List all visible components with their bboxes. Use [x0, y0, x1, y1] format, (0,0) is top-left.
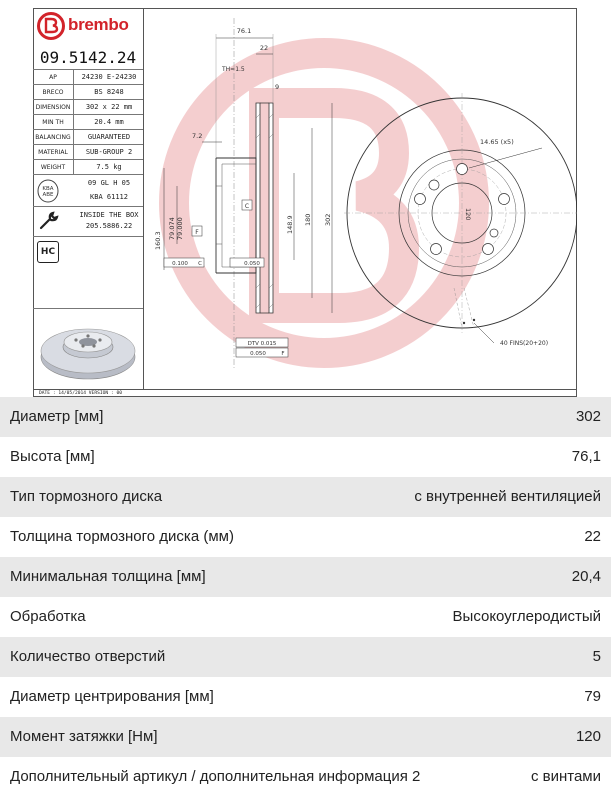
spec-row-min-th — [33, 114, 143, 130]
brembo-logo — [37, 11, 141, 41]
spec-row-balancing — [33, 129, 143, 145]
spec-row-dimension — [33, 99, 143, 115]
disc-cross-section-drawing — [144, 8, 577, 389]
dim-th: TH=1.5 — [222, 66, 245, 73]
dim-302: 302 — [324, 213, 332, 226]
tol-1: 0.100 — [172, 261, 188, 267]
param-value: 302 — [575, 408, 601, 425]
param-value: с внутренней вентиляцией — [414, 488, 601, 505]
tol-3-ref: F — [281, 351, 285, 357]
datum-f: F — [195, 229, 199, 236]
param-row — [0, 397, 611, 437]
param-label: Количество отверстий — [10, 648, 166, 665]
param-row — [0, 437, 611, 477]
param-value: 5 — [592, 648, 601, 665]
spec-value: 20.4 mm — [94, 118, 124, 126]
brembo-logo-icon — [37, 12, 65, 40]
kba-line-1: 09 GL H 05 — [87, 179, 131, 187]
svg-text:KBA: KBA — [42, 186, 54, 192]
kba-line-2: KBA 61112 — [90, 193, 128, 201]
spec-key: BALANCING — [33, 130, 74, 145]
spec-value: BS 8248 — [94, 88, 124, 96]
disc-thumbnail — [33, 308, 143, 391]
param-row — [0, 717, 611, 757]
param-label: Толщина тормозного диска (мм) — [10, 528, 234, 545]
param-label: Тип тормозного диска — [10, 488, 163, 505]
param-label: Диаметр [мм] — [10, 408, 104, 425]
spec-value: SUB-GROUP 2 — [85, 148, 133, 156]
date-version-line: DATE : 14/05/2014 VERSION : 00 — [33, 389, 577, 397]
spec-column — [33, 8, 144, 389]
param-label: Дополнительный артикул / дополнительная информация 2 — [10, 768, 421, 785]
spec-key: MATERIAL — [33, 145, 74, 160]
part-number: 09.5142.24 — [39, 48, 137, 67]
inside-box-label: INSIDE THE BOX — [79, 211, 139, 219]
param-label: Обработка — [10, 608, 86, 625]
inside-box-row — [33, 206, 143, 237]
technical-drawing-sheet — [0, 0, 611, 397]
hc-row — [33, 236, 143, 267]
param-row — [0, 677, 611, 717]
param-value: Высокоуглеродистый — [452, 608, 601, 625]
param-row — [0, 557, 611, 597]
param-row — [0, 477, 611, 517]
dim-160-3: 160.3 — [154, 231, 162, 250]
spec-value: 7.5 kg — [96, 163, 122, 171]
param-value: 76,1 — [571, 448, 601, 465]
dim-height: 76.1 — [236, 27, 252, 35]
spec-value: 24230 E-24230 — [81, 73, 137, 81]
hc-badge: HC — [37, 241, 59, 263]
param-value: 120 — [575, 728, 601, 745]
param-label: Высота [мм] — [10, 448, 95, 465]
spec-value: GUARANTEED — [87, 133, 131, 141]
spec-key: DIMENSION — [33, 100, 74, 115]
spec-row-weight — [33, 159, 143, 175]
param-value: 79 — [584, 688, 601, 705]
datum-c: C — [244, 203, 250, 210]
param-label: Диаметр центрирования [мм] — [10, 688, 214, 705]
parameter-table — [0, 397, 611, 797]
inside-box-code: 205.5886.22 — [85, 222, 133, 230]
spec-value: 302 x 22 mm — [85, 103, 133, 111]
wrench-icon — [37, 210, 59, 232]
dim-148-9: 148.9 — [286, 215, 294, 234]
param-label: Момент затяжки [Нм] — [10, 728, 158, 745]
spec-row-breco — [33, 84, 143, 100]
dim-180: 180 — [304, 213, 312, 226]
spec-key: AP — [33, 70, 74, 85]
kba-row — [33, 174, 143, 207]
spec-key: BRECO — [33, 85, 74, 100]
param-label: Минимальная толщина [мм] — [10, 568, 206, 585]
param-row — [0, 597, 611, 637]
dim-thickness: 22 — [259, 44, 269, 52]
tol-2: 0.050 — [244, 261, 260, 267]
dim-nine: 9 — [275, 83, 280, 91]
tol-3: 0.050 — [250, 351, 266, 357]
param-row — [0, 517, 611, 557]
brembo-watermark-icon — [174, 53, 474, 353]
spec-key: MIN TH — [33, 115, 74, 130]
dim-holes: 14.65 (x5) — [480, 138, 514, 146]
dim-seven: 7.2 — [192, 132, 203, 140]
spec-key: WEIGHT — [33, 160, 74, 175]
param-row — [0, 637, 611, 677]
kba-badge-icon — [37, 179, 59, 203]
svg-text:ABE: ABE — [42, 192, 54, 198]
brand-name: brembo — [68, 15, 129, 34]
brake-disc-image — [33, 309, 143, 391]
spec-row-ap — [33, 69, 143, 85]
tol-dtv: DTV 0.015 — [247, 341, 277, 347]
param-row — [0, 757, 611, 797]
dim-pcd: 120 — [464, 208, 472, 221]
dim-79-074: 79.074 — [168, 217, 176, 240]
param-value: с винтами — [530, 768, 601, 785]
param-value: 20,4 — [571, 568, 601, 585]
dim-79-000: 79.000 — [176, 217, 184, 240]
spec-row-material — [33, 144, 143, 160]
tol-1-ref: C — [198, 261, 202, 267]
dim-fins: 40 FINS(20+20) — [500, 340, 549, 347]
param-value: 22 — [584, 528, 601, 545]
